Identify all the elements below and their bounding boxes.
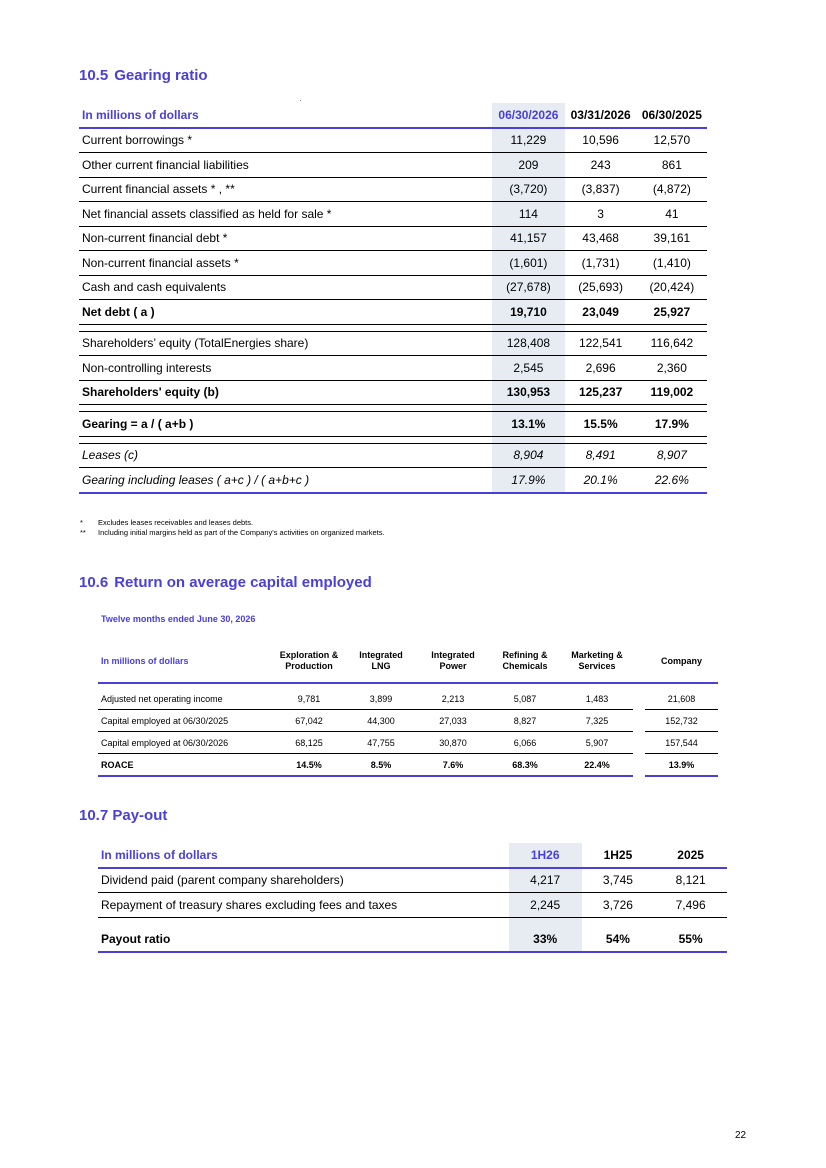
table-row xyxy=(98,732,718,754)
cell-value: 11,229 xyxy=(492,128,564,153)
cell-value: 209 xyxy=(492,153,564,178)
table-header-row xyxy=(98,843,727,868)
header-line: LNG xyxy=(371,661,391,671)
cell-value: 12,570 xyxy=(653,133,691,148)
row-label: Leases (c) xyxy=(82,448,139,463)
table-row xyxy=(79,177,707,202)
table-row xyxy=(79,128,707,153)
cell-value: 8,827 xyxy=(489,710,561,732)
cell-value: 8.5% xyxy=(345,754,417,777)
cell-value: 157,544 xyxy=(645,732,718,754)
cell-value: 2,213 xyxy=(417,688,489,710)
cell-value: 2,360 xyxy=(656,360,687,375)
cell-value: 10,596 xyxy=(582,133,619,148)
table-row xyxy=(79,226,707,251)
cell-value: 243 xyxy=(590,157,611,172)
table-row xyxy=(98,710,718,732)
cell-value: 8,907 xyxy=(656,448,687,463)
row-label: Shareholders' equity (b) xyxy=(82,385,219,400)
cell-value: 9,781 xyxy=(273,688,345,710)
cell-value: 3,726 xyxy=(602,897,633,912)
stray-mark xyxy=(300,100,301,101)
footnote-mark: * xyxy=(80,518,83,527)
unit-label: In millions of dollars xyxy=(101,847,218,862)
header-line: Exploration & xyxy=(279,650,339,660)
table-row xyxy=(79,153,707,178)
unit-label: In millions of dollars xyxy=(101,655,189,666)
cell-value: 23,049 xyxy=(582,304,619,319)
cell-value: (20,424) xyxy=(649,280,695,295)
cell-value: (1,410) xyxy=(652,255,691,270)
cell-value: 39,161 xyxy=(653,231,691,246)
section-number: 10.5 xyxy=(79,67,109,84)
table-row-gearing xyxy=(79,412,707,437)
table-row xyxy=(79,251,707,276)
cell-value: 41 xyxy=(665,206,679,221)
table-row xyxy=(98,688,718,710)
cell-value: 130,953 xyxy=(492,380,564,405)
header-line: Chemicals xyxy=(502,661,548,671)
table-row-roace xyxy=(98,754,718,777)
cell-value: 3,745 xyxy=(602,873,633,888)
cell-value: 27,033 xyxy=(417,710,489,732)
row-label: Gearing = a / ( a+b ) xyxy=(82,416,194,431)
row-label: Adjusted net operating income xyxy=(98,688,273,710)
column-header: 1H26 xyxy=(509,843,582,868)
cell-value: 119,002 xyxy=(650,385,694,400)
row-label: Net debt ( a ) xyxy=(82,304,155,319)
row-spacer xyxy=(98,917,727,928)
cell-value: 5,907 xyxy=(561,732,633,754)
row-label: ROACE xyxy=(98,754,273,777)
row-label: Current borrowings * xyxy=(82,133,193,148)
section-number: 10.6 xyxy=(79,574,109,591)
column-header: 2025 xyxy=(677,847,704,862)
table-row xyxy=(79,331,707,356)
column-header xyxy=(273,640,345,683)
cell-value: 55% xyxy=(678,932,703,947)
cell-value: 7.6% xyxy=(417,754,489,777)
footnote-text: Excludes leases receivables and leases debts. xyxy=(98,518,254,527)
payout-table xyxy=(98,843,727,953)
cell-value: 15.5% xyxy=(583,416,618,431)
period-subtitle: Twelve months ended June 30, 2026 xyxy=(101,614,256,624)
cell-value: 41,157 xyxy=(492,226,564,251)
table-row xyxy=(98,893,727,918)
gearing-ratio-table xyxy=(79,103,707,494)
cell-value: 54% xyxy=(605,932,630,947)
table-row-payout-ratio xyxy=(98,928,727,953)
table-header-row xyxy=(98,640,718,683)
cell-value: 2,696 xyxy=(585,360,616,375)
table-row-gearing-incl-leases xyxy=(79,468,707,493)
header-line: Power xyxy=(439,661,467,671)
table-row-net-debt xyxy=(79,300,707,325)
cell-value: 861 xyxy=(661,157,682,172)
unit-label: In millions of dollars xyxy=(82,107,199,122)
row-label: Capital employed at 06/30/2026 xyxy=(98,732,273,754)
section-title-gearing-ratio xyxy=(79,67,208,84)
roace-table xyxy=(98,640,718,777)
row-spacer xyxy=(79,324,707,331)
cell-value: 13.9% xyxy=(645,754,718,777)
column-header xyxy=(417,640,489,683)
table-row-shareholders-equity xyxy=(79,380,707,405)
cell-value: 19,710 xyxy=(492,300,564,325)
cell-value: 4,217 xyxy=(509,868,582,893)
footnote-text: Including initial margins held as part of the Company's activities on organized markets. xyxy=(98,528,385,537)
row-label: Non-current financial debt * xyxy=(82,231,228,246)
cell-value: 3 xyxy=(597,206,604,221)
cell-value: (1,601) xyxy=(492,251,564,276)
cell-value: 8,491 xyxy=(585,448,616,463)
cell-value: 68,125 xyxy=(273,732,345,754)
header-line: Integrated xyxy=(359,650,403,660)
header-line: Marketing & xyxy=(571,650,623,660)
cell-value: 20.1% xyxy=(583,472,618,487)
row-spacer xyxy=(79,405,707,412)
cell-value: 47,755 xyxy=(345,732,417,754)
cell-value: 3,899 xyxy=(345,688,417,710)
cell-value: 8,121 xyxy=(675,873,706,888)
cell-value: 14.5% xyxy=(273,754,345,777)
cell-value: 2,545 xyxy=(492,356,564,381)
cell-value: 116,642 xyxy=(650,336,694,351)
cell-value: 8,904 xyxy=(492,443,564,468)
cell-value: 7,496 xyxy=(675,897,706,912)
column-header xyxy=(561,640,633,683)
row-label: Payout ratio xyxy=(101,932,171,947)
column-header: 06/30/2025 xyxy=(641,107,702,122)
cell-value: 68.3% xyxy=(489,754,561,777)
row-label: Dividend paid (parent company shareholders) xyxy=(101,873,344,888)
footnote xyxy=(80,528,385,538)
cell-value: 21,608 xyxy=(645,688,718,710)
cell-value: (25,693) xyxy=(578,280,623,295)
row-label: Gearing including leases ( a+c ) / ( a+b+c ) xyxy=(82,472,310,487)
cell-value: (27,678) xyxy=(492,275,564,300)
cell-value: 6,066 xyxy=(489,732,561,754)
column-header xyxy=(489,640,561,683)
cell-value: 152,732 xyxy=(645,710,718,732)
cell-value: 67,042 xyxy=(273,710,345,732)
table-row xyxy=(79,202,707,227)
header-line: Services xyxy=(578,661,616,671)
table-row xyxy=(79,356,707,381)
column-header: Company xyxy=(660,655,702,666)
section-title-text: Return on average capital employed xyxy=(114,574,372,591)
section-title-roace xyxy=(79,574,372,591)
footnotes xyxy=(80,518,385,538)
header-line: Production xyxy=(285,661,333,671)
row-label: Repayment of treasury shares excluding fees and taxes xyxy=(101,897,398,912)
cell-value: 2,245 xyxy=(509,893,582,918)
row-label: Cash and cash equivalents xyxy=(82,280,227,295)
table-row xyxy=(79,275,707,300)
column-header: 1H25 xyxy=(603,847,633,862)
table-header-row xyxy=(79,103,707,128)
cell-value: (4,872) xyxy=(652,182,691,197)
cell-value: 1,483 xyxy=(561,688,633,710)
cell-value: 122,541 xyxy=(578,336,623,351)
row-label: Capital employed at 06/30/2025 xyxy=(98,710,273,732)
section-title-text: Gearing ratio xyxy=(114,67,208,84)
footnote-mark: ** xyxy=(80,528,86,537)
cell-value: 7,325 xyxy=(561,710,633,732)
row-label: Other current financial liabilities xyxy=(82,157,249,172)
cell-value: 44,300 xyxy=(345,710,417,732)
cell-value: (1,731) xyxy=(581,255,620,270)
column-header: 03/31/2026 xyxy=(570,107,631,122)
cell-value: 13.1% xyxy=(492,412,564,437)
cell-value: 25,927 xyxy=(653,304,691,319)
header-line: Refining & xyxy=(502,650,548,660)
cell-value: 30,870 xyxy=(417,732,489,754)
row-label: Non-current financial assets * xyxy=(82,255,239,270)
column-header xyxy=(345,640,417,683)
cell-value: 33% xyxy=(509,928,582,953)
cell-value: 17.9% xyxy=(654,416,689,431)
cell-value: 114 xyxy=(492,202,564,227)
row-label: Net financial assets classified as held for sale * xyxy=(82,206,332,221)
table-row-leases xyxy=(79,443,707,468)
section-title-payout: 10.7 Pay-out xyxy=(79,807,168,824)
column-header: 06/30/2026 xyxy=(492,103,564,128)
page-number: 22 xyxy=(735,1130,747,1141)
cell-value: 5,087 xyxy=(489,688,561,710)
cell-value: 22.6% xyxy=(654,472,689,487)
row-label: Shareholders’ equity (TotalEnergies share) xyxy=(82,336,309,351)
row-label: Non-controlling interests xyxy=(82,360,212,375)
cell-value: (3,837) xyxy=(581,182,620,197)
cell-value: 17.9% xyxy=(492,468,564,493)
cell-value: 43,468 xyxy=(582,231,619,246)
cell-value: 22.4% xyxy=(561,754,633,777)
cell-value: (3,720) xyxy=(492,177,564,202)
footnote xyxy=(80,518,385,528)
header-line: Integrated xyxy=(431,650,475,660)
cell-value: 128,408 xyxy=(492,331,564,356)
row-spacer xyxy=(79,436,707,443)
table-row xyxy=(98,868,727,893)
row-label: Current financial assets * , ** xyxy=(82,182,235,197)
cell-value: 125,237 xyxy=(578,385,623,400)
